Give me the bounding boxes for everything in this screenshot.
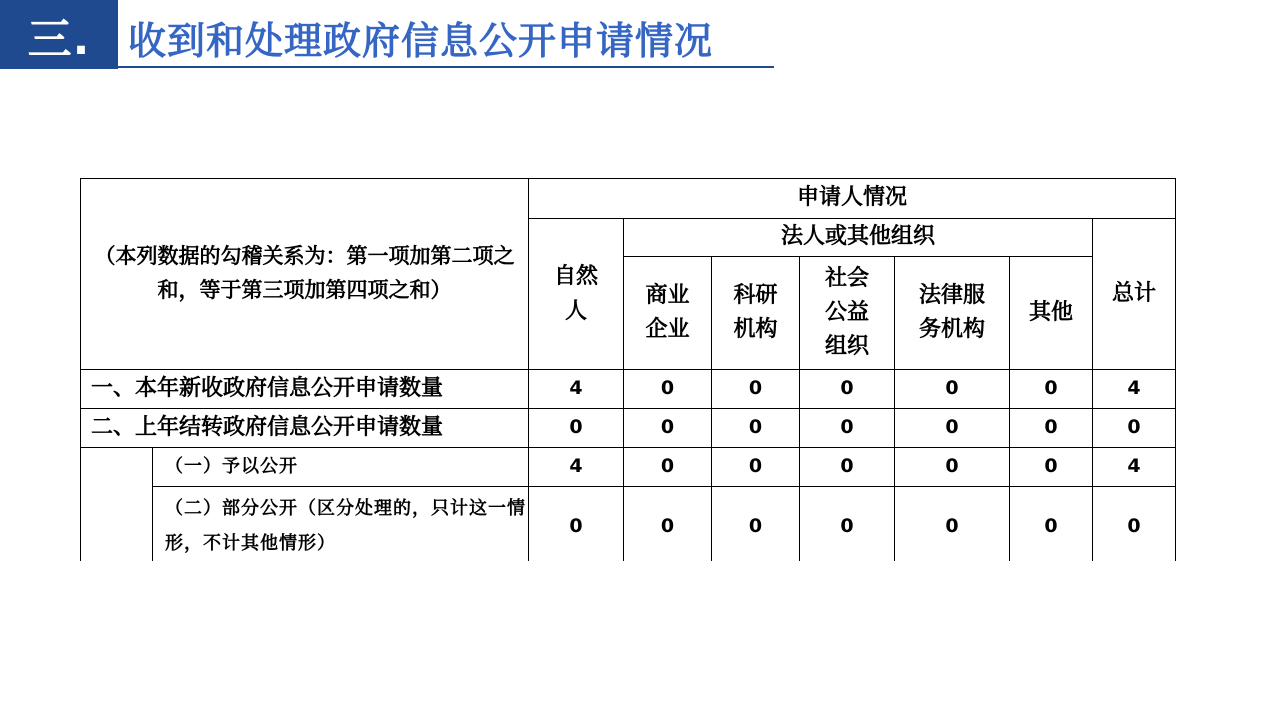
cell-value: 0	[895, 448, 1010, 487]
disclosure-statistics-table	[80, 178, 1176, 567]
merged-left-cell	[81, 448, 153, 567]
cell-value: 4	[1093, 370, 1176, 409]
cell-value: 0	[1010, 409, 1093, 448]
cell-value: 0	[624, 409, 712, 448]
cell-value: 0	[1010, 448, 1093, 487]
row-label: 二、上年结转政府信息公开申请数量	[81, 409, 529, 448]
cell-value: 0	[529, 409, 624, 448]
table-row	[81, 370, 1176, 409]
cell-value: 0	[800, 370, 895, 409]
crop-mask	[0, 561, 1280, 720]
cell-value: 0	[1093, 409, 1176, 448]
row-label: （二）部分公开（区分处理的，只计这一情形，不计其他情形）	[153, 487, 529, 567]
cell-value: 0	[1093, 487, 1176, 567]
col-other: 其他	[1010, 257, 1093, 370]
col-natural-person: 自然 人	[529, 219, 624, 370]
table-row	[81, 487, 1176, 567]
cell-value: 0	[624, 448, 712, 487]
cell-value: 0	[800, 487, 895, 567]
title-underline	[118, 66, 774, 68]
note-cell: （本列数据的勾稽关系为：第一项加第二项之和，等于第三项加第四项之和）	[81, 179, 529, 370]
section-number-badge	[0, 0, 118, 69]
cell-value: 0	[800, 448, 895, 487]
cell-value: 0	[624, 370, 712, 409]
cell-value: 0	[895, 487, 1010, 567]
cell-value: 0	[712, 370, 800, 409]
cell-value: 4	[529, 370, 624, 409]
cell-value: 4	[1093, 448, 1176, 487]
cell-value: 0	[895, 370, 1010, 409]
cell-value: 0	[800, 409, 895, 448]
cell-value: 0	[1010, 487, 1093, 567]
row-label: （一）予以公开	[153, 448, 529, 487]
cell-value: 0	[624, 487, 712, 567]
col-total: 总计	[1093, 219, 1176, 370]
col-social-welfare: 社会 公益 组织	[800, 257, 895, 370]
cell-value: 0	[1010, 370, 1093, 409]
row-label: 一、本年新收政府信息公开申请数量	[81, 370, 529, 409]
cell-value: 0	[712, 409, 800, 448]
section-number: 三.	[27, 13, 91, 65]
table-row	[81, 448, 1176, 487]
cell-value: 0	[712, 487, 800, 567]
cell-value: 0	[529, 487, 624, 567]
col-legal-service: 法律服 务机构	[895, 257, 1010, 370]
col-research: 科研 机构	[712, 257, 800, 370]
col-business: 商业 企业	[624, 257, 712, 370]
legal-entity-header: 法人或其他组织	[624, 219, 1093, 257]
table-row	[81, 409, 1176, 448]
page-title: 收到和处理政府信息公开申请情况	[128, 18, 714, 63]
cell-value: 0	[895, 409, 1010, 448]
cell-value: 0	[712, 448, 800, 487]
applicant-header: 申请人情况	[529, 179, 1176, 219]
cell-value: 4	[529, 448, 624, 487]
